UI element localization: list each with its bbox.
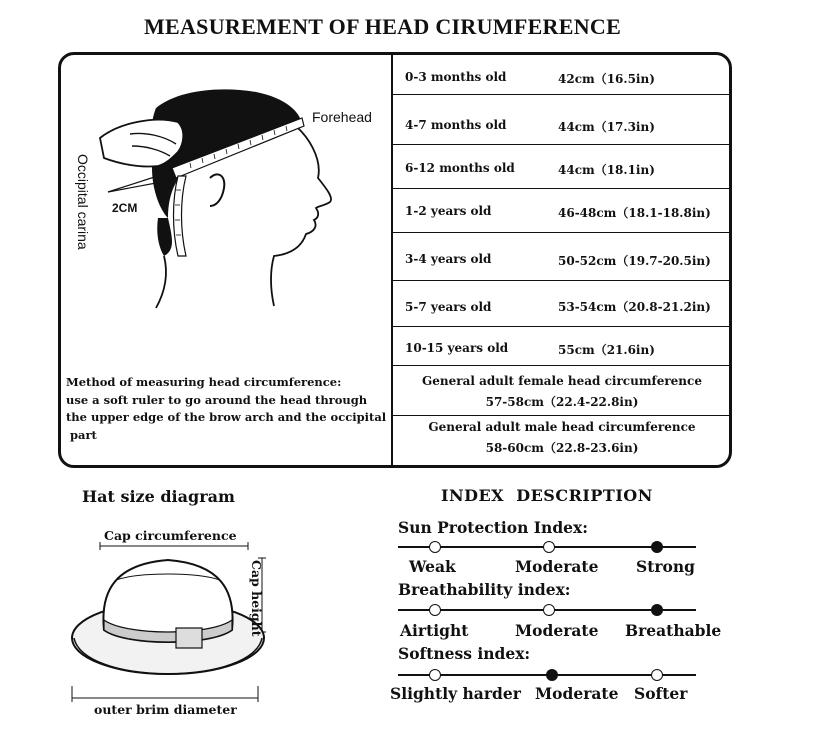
row-divider (393, 415, 731, 416)
adult-female-value: 57-58cm（22.4-22.8in) (485, 395, 639, 409)
age-cell: 6-12 months old (405, 161, 515, 175)
row-divider (393, 365, 731, 366)
soft-harder-label: Slightly harder (390, 684, 521, 703)
age-cell: 5-7 years old (405, 300, 492, 314)
size-cell: 55cm（21.6in) (558, 343, 655, 357)
row-divider (393, 144, 731, 145)
forehead-label: Forehead (312, 109, 372, 125)
sun-strong-label: Strong (636, 557, 695, 576)
softness-heading: Softness index: (398, 644, 531, 663)
row-divider (393, 280, 731, 281)
age-cell: 3-4 years old (405, 252, 492, 266)
adult-male-cell (393, 417, 731, 459)
adult-male-value: 58-60cm（22.8-23.6in) (485, 441, 639, 455)
breath-breathable-dot-selected (651, 604, 663, 616)
soft-harder-dot (429, 669, 441, 681)
soft-softer-dot (651, 669, 663, 681)
age-cell: 10-15 years old (405, 341, 509, 355)
adult-female-label: General adult female head circumference (422, 374, 702, 388)
breath-airtight-label: Airtight (400, 621, 469, 640)
size-cell: 44cm（18.1in) (558, 163, 655, 177)
row-divider (393, 188, 731, 189)
size-cell: 50-52cm（19.7-20.5in) (558, 254, 711, 268)
adult-female-cell (393, 371, 731, 413)
size-cell: 44cm（17.3in) (558, 120, 655, 134)
size-cell: 46-48cm（18.1-18.8in) (558, 206, 711, 220)
breath-breathable-label: Breathable (625, 621, 722, 640)
row-divider (393, 232, 731, 233)
sun-moderate-label: Moderate (515, 557, 599, 576)
breathability-heading: Breathability index: (398, 580, 571, 599)
occipital-label: Occipital carina (75, 154, 91, 250)
size-cell: 53-54cm（20.8-21.2in) (558, 300, 711, 314)
method-line: use a soft ruler to go around the head through (66, 392, 368, 407)
soft-moderate-label: Moderate (535, 684, 619, 703)
sun-moderate-dot (543, 541, 555, 553)
method-line: Method of measuring head circumference: (66, 375, 342, 389)
method-line: the upper edge of the brow arch and the occipital (66, 410, 387, 424)
row-divider (393, 326, 731, 327)
breath-moderate-dot (543, 604, 555, 616)
cap-height-label: Cap height (249, 560, 264, 637)
two-cm-label: 2CM (112, 201, 138, 215)
sun-weak-label: Weak (409, 557, 456, 576)
brim-diameter-label: outer brim diameter (94, 702, 237, 717)
method-description (66, 374, 394, 444)
index-title: INDEX DESCRIPTION (441, 486, 653, 505)
head-measurement-illustration (60, 60, 390, 360)
sun-weak-dot (429, 541, 441, 553)
age-cell: 0-3 months old (405, 70, 507, 84)
soft-moderate-dot-selected (546, 669, 558, 681)
method-line: part (66, 427, 97, 442)
row-divider (393, 94, 731, 95)
hat-diagram-title: Hat size diagram (82, 487, 235, 506)
adult-male-label: General adult male head circumference (428, 420, 696, 434)
cap-circumference-label: Cap circumference (104, 528, 237, 543)
soft-softer-label: Softer (634, 684, 688, 703)
sun-strong-dot-selected (651, 541, 663, 553)
sun-protection-heading: Sun Protection Index: (398, 518, 588, 537)
page-title: MEASUREMENT OF HEAD CIRUMFERENCE (143, 14, 622, 39)
breath-moderate-label: Moderate (515, 621, 599, 640)
age-cell: 4-7 months old (405, 118, 507, 132)
size-cell: 42cm（16.5in) (558, 72, 655, 86)
age-cell: 1-2 years old (405, 204, 492, 218)
breath-airtight-dot (429, 604, 441, 616)
